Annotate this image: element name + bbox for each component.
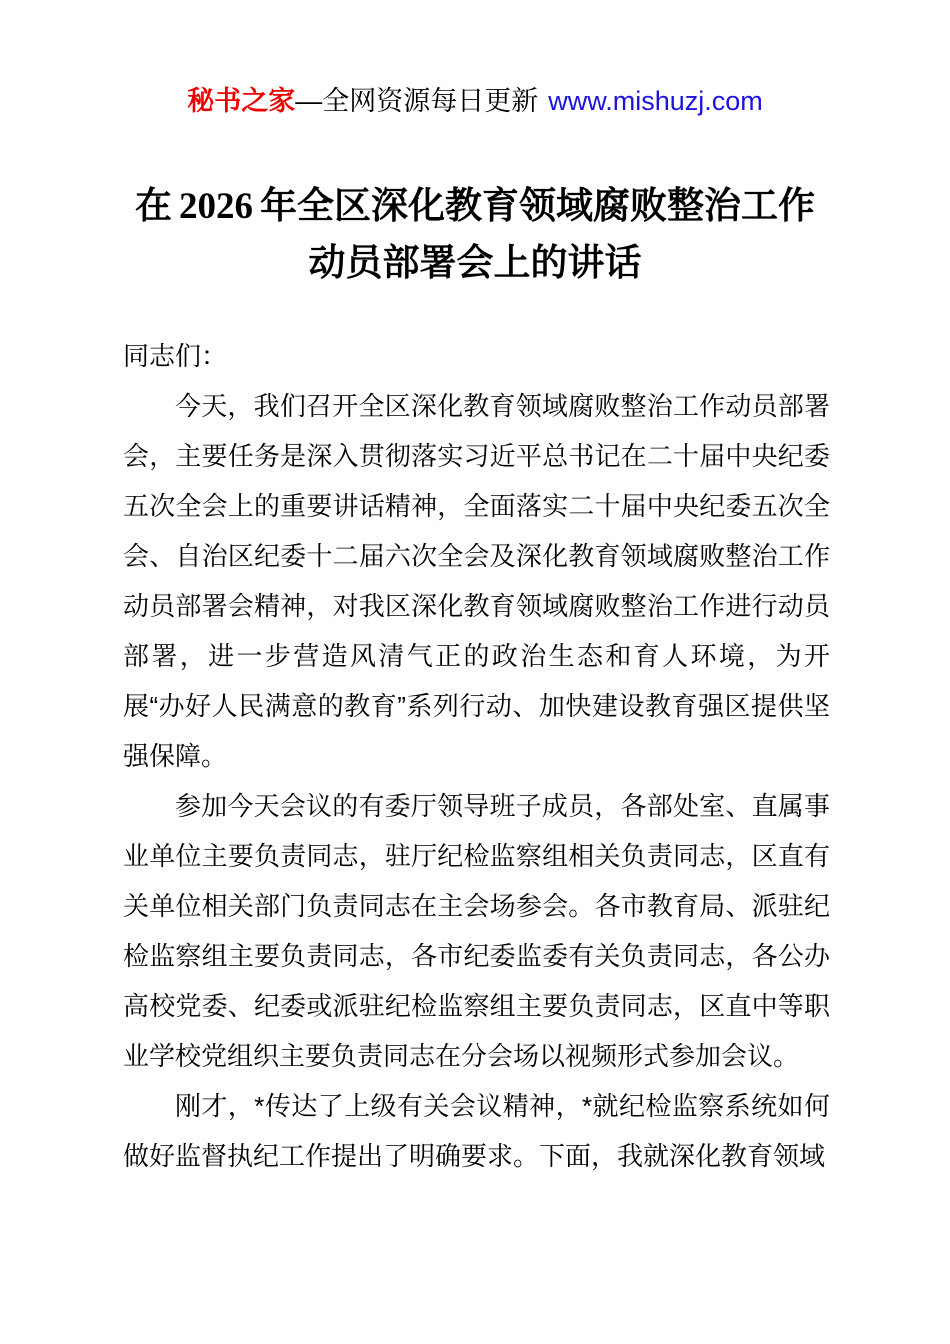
document-title xyxy=(120,178,830,291)
site-header xyxy=(0,81,950,121)
title-year: 2026 xyxy=(179,186,253,227)
salutation: 同志们： xyxy=(123,341,228,371)
paragraph-transition: 刚才，*传达了上级有关会议精神，*就纪检监察系统如何做好监督执纪工作提出了明确要求。下面，我就深化教育领域 xyxy=(123,1091,830,1171)
site-url-link[interactable]: www.mishuzj.com xyxy=(548,86,763,116)
site-tagline: —全网资源每日更新 xyxy=(295,86,539,116)
title-suffix: 年全区深化教育领域腐败整治工作动员部署会上的讲话 xyxy=(260,185,815,283)
title-prefix: 在 xyxy=(135,185,172,226)
paragraph-meeting-purpose: 今天，我们召开全区深化教育领域腐败整治工作动员部署会，主要任务是深入贯彻落实习近平总书记在二十届中央纪委五次全会上的重要讲话精神，全面落实二十届中央纪委五次全会、自治区纪委十二届六次全会及深化教育领域腐败整治工作动员部署会精神，对我区深化教育领域腐败整治工作进行动员部署，进一步营造风清气正的政治生态和育人环境，为开展“办好人民满意的教育”系列行动、加快建设教育强区提供坚强保障。 xyxy=(123,391,830,771)
site-brand: 秘书之家 xyxy=(187,86,296,116)
paragraph-attendees: 参加今天会议的有委厅领导班子成员，各部处室、直属事业单位主要负责同志，驻厅纪检监察组相关负责同志，区直有关单位相关部门负责同志在主会场参会。各市教育局、派驻纪检监察组主要负责同志，各市纪委监委有关负责同志，各公办高校党委、纪委或派驻纪检监察组主要负责同志，区直中等职业学校党组织主要负责同志在分会场以视频形式参加会议。 xyxy=(123,791,830,1071)
document-body xyxy=(123,331,830,1181)
